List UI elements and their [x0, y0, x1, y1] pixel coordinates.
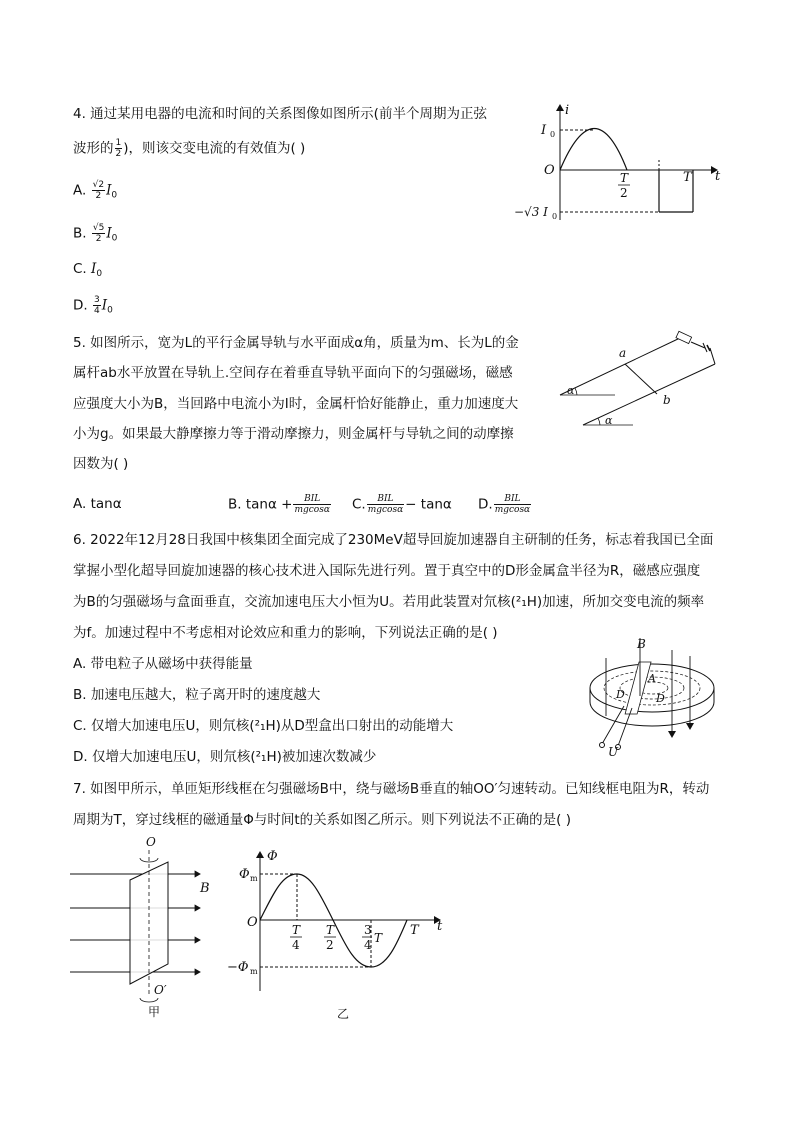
q6-line1: 6. 2022年12月28日我国中核集团全面完成了230MeV超导回旋加速器自主研制的任务，标志着我国已全面	[73, 532, 714, 548]
q4-opt-den: 4	[93, 306, 100, 316]
q4-label-i0: I	[541, 123, 547, 138]
q7-line2: 周期为T，穿过线框的磁通量Φ与时间t的关系如图乙所示。则下列说法不正确的是( )	[73, 812, 571, 828]
q7-label-neg-phim-sub: m	[250, 967, 258, 976]
q7-figure-yi	[225, 846, 450, 1022]
q5-angle-top	[575, 388, 577, 395]
q7-label-t34-den: 4	[364, 938, 372, 952]
q6-arrow-2	[686, 723, 694, 730]
q5-rail-bottom	[583, 364, 715, 425]
q5-optd-label: D.	[478, 496, 493, 513]
q6-label-u: U	[608, 745, 619, 758]
q4-opt-sub: 0	[111, 233, 118, 244]
q7-line1: 7. 如图甲所示，单匝矩形线框在匀强磁场B中，绕与磁场B垂直的轴OO′匀速转动。已知线框电阻为R，转动	[73, 781, 710, 797]
q4-half-fraction	[115, 138, 123, 159]
q4-label-neg-sub: 0	[552, 212, 558, 221]
q4-opt-label: A.	[73, 182, 87, 199]
q5-line3: 应强度大小为B，当回路中电流小为I时，金属杆恰好能静止，重力加速度大	[73, 396, 519, 412]
q7-label-t2-den: 2	[326, 938, 334, 952]
q5-line4: 小为g。如果最大静摩擦力等于滑动摩擦力，则金属杆与导轨之间的动摩擦	[73, 426, 514, 442]
q5-option-c	[352, 494, 452, 515]
q7-label-T: T	[410, 923, 419, 938]
q7-caption-yi: 乙	[337, 1007, 350, 1021]
q6-terminal-1	[600, 743, 605, 748]
q4-current-graph	[505, 100, 735, 225]
q5-optc-label: C.	[352, 496, 366, 513]
q7-rotation-bottom	[140, 998, 158, 1002]
q5-wire	[691, 342, 705, 348]
q5-optb-label: B. tanα +	[228, 496, 293, 513]
q6-option-b: B. 加速电压越大，粒子离开时的速度越大	[73, 687, 321, 703]
q6-label-b: B	[637, 637, 646, 651]
q5-battery-plate2	[707, 345, 710, 351]
q4-label-o: O	[544, 163, 555, 178]
q6-line4: 为f。加速过程中不考虑相对论效应和重力的影响，下列说法正确的是( )	[73, 625, 498, 641]
q4-label-neg: −√3 I	[514, 205, 548, 219]
q4-option-a	[73, 180, 117, 206]
q4-sine-half	[560, 129, 627, 171]
q4-opt-var: I	[91, 261, 97, 277]
q7-label-phi: Φ	[267, 849, 278, 864]
q7-label-o: O	[146, 836, 156, 849]
q5-optb-num: BIL	[293, 494, 330, 505]
q5-label-alpha-bottom: α	[605, 414, 613, 427]
q6-option-d: D. 仅增大加速电压U，则氘核(²₁H)被加速次数减少	[73, 749, 377, 765]
q6-label-d2: D	[656, 692, 665, 705]
q4-opt-fraction	[92, 180, 105, 201]
q4-opt-num: √2	[92, 180, 105, 190]
q4-option-d	[73, 295, 113, 321]
q7-label-t34-t: T	[374, 931, 383, 945]
q4-opt-sub: 0	[96, 269, 103, 279]
q4-opt-sub: 0	[107, 305, 113, 316]
q4-option-b	[73, 223, 117, 249]
q4-stem-post: )，则该交变电流的有效值为( )	[123, 140, 306, 157]
q7-label-t2-num: T	[326, 923, 335, 937]
q5-line2: 属杆ab水平放置在导轨上.空间存在着垂直导轨平面向下的匀强磁场，磁感	[73, 365, 513, 381]
q5-rod-ab	[625, 364, 657, 394]
q5-option-d	[478, 494, 532, 515]
q5-optd-num: BIL	[494, 494, 531, 505]
q6-line3: 为B的匀强磁场与盒面垂直，交流加速电压大小恒为U。若用此装置对氘核(²₁H)加速，所加交变电流的频率	[73, 594, 705, 610]
q4-opt-den: 2	[95, 191, 102, 201]
q4-opt-label: C.	[73, 261, 87, 277]
q5-line1: 5. 如图所示，宽为L的平行金属导轨与水平面成α角，质量为m、长为L的金	[73, 335, 519, 351]
q7-label-phim: Φ	[239, 867, 250, 882]
q5-resistor	[676, 331, 692, 343]
q4-opt-fraction	[92, 223, 105, 244]
q5-optb-den: mgcosα	[294, 505, 330, 515]
q6-label-a: A	[648, 672, 656, 685]
q5-optd-den: mgcosα	[494, 505, 531, 515]
q7-label-t4-den: 4	[292, 938, 300, 952]
q5-optd-fraction	[494, 494, 531, 515]
q7-label-neg-phim: −Φ	[227, 960, 249, 975]
q4-option-c	[73, 259, 102, 284]
q5-label-a: a	[619, 346, 627, 360]
q6-gap	[625, 662, 651, 714]
q5-angle-bottom	[598, 418, 600, 425]
q4-opt-var: I	[106, 182, 112, 199]
q5-line5: 因数为( )	[73, 456, 129, 472]
q5-optb-fraction	[293, 494, 330, 515]
q4-half-den: 2	[115, 149, 122, 159]
q4-opt-fraction	[93, 295, 101, 316]
q7-caption-jia: 甲	[148, 1005, 161, 1019]
q4-stem-line2	[73, 138, 305, 159]
q4-opt-var: I	[101, 297, 108, 314]
q4-label-t2-num: T	[620, 171, 629, 185]
q5-label-alpha-top: α	[567, 384, 575, 397]
q4-stem-pre: 波形的	[73, 140, 114, 157]
q4-label-t: t	[715, 169, 721, 184]
q4-label-T: T	[683, 170, 692, 185]
q7-label-o: O	[247, 915, 258, 930]
q4-half-num: 1	[115, 138, 122, 148]
q5-option-b	[228, 494, 332, 515]
q6-label-d1: D	[616, 688, 625, 701]
q4-opt-num: 3	[93, 295, 100, 305]
q7-label-b: B	[200, 881, 210, 896]
q7-figure-jia	[68, 836, 218, 1022]
q4-label-t2-den: 2	[620, 186, 628, 200]
q5-optc-den: mgcosα	[367, 505, 404, 515]
q4-label-i: i	[565, 103, 570, 118]
q7-label-phim-sub: m	[250, 874, 258, 883]
q7-label-o-prime: O′	[154, 983, 167, 997]
q5-wire2	[710, 348, 715, 364]
q6-option-a: A. 带电粒子从磁场中获得能量	[73, 656, 253, 672]
q5-optc-fraction	[367, 494, 404, 515]
q7-label-t4-num: T	[292, 923, 301, 937]
q4-opt-var: I	[106, 225, 112, 242]
q6-option-c: C. 仅增大加速电压U，则氘核(²₁H)从D型盒出口射出的动能增大	[73, 718, 454, 734]
q7-label-t34-num: 3	[364, 923, 372, 937]
q4-opt-label: D.	[73, 297, 88, 314]
q6-line2: 掌握小型化超导回旋加速器的核心技术进入国际先进行列。置于真空中的D形金属盒半径为R，磁感应强度	[73, 563, 701, 579]
q5-optc-num: BIL	[367, 494, 404, 505]
q5-label-b: b	[663, 393, 671, 407]
q7-label-t: t	[437, 919, 443, 934]
q4-opt-num: √5	[92, 223, 105, 233]
q5-rail-figure	[555, 330, 730, 432]
q4-label-i0-sub: 0	[550, 130, 556, 139]
q6-cyclotron-figure	[582, 636, 722, 758]
q4-stem-line1: 4. 通过某用电器的电流和时间的关系图像如图所示(前半个周期为正弦	[73, 106, 487, 122]
q5-optc-post: − tanα	[405, 496, 452, 513]
q4-opt-label: B.	[73, 225, 87, 242]
q4-opt-sub: 0	[111, 190, 118, 201]
q6-disc-side	[590, 688, 714, 726]
q5-option-a: A. tanα	[73, 496, 122, 512]
q4-opt-den: 2	[95, 234, 102, 244]
q6-arrow-1	[668, 731, 676, 738]
